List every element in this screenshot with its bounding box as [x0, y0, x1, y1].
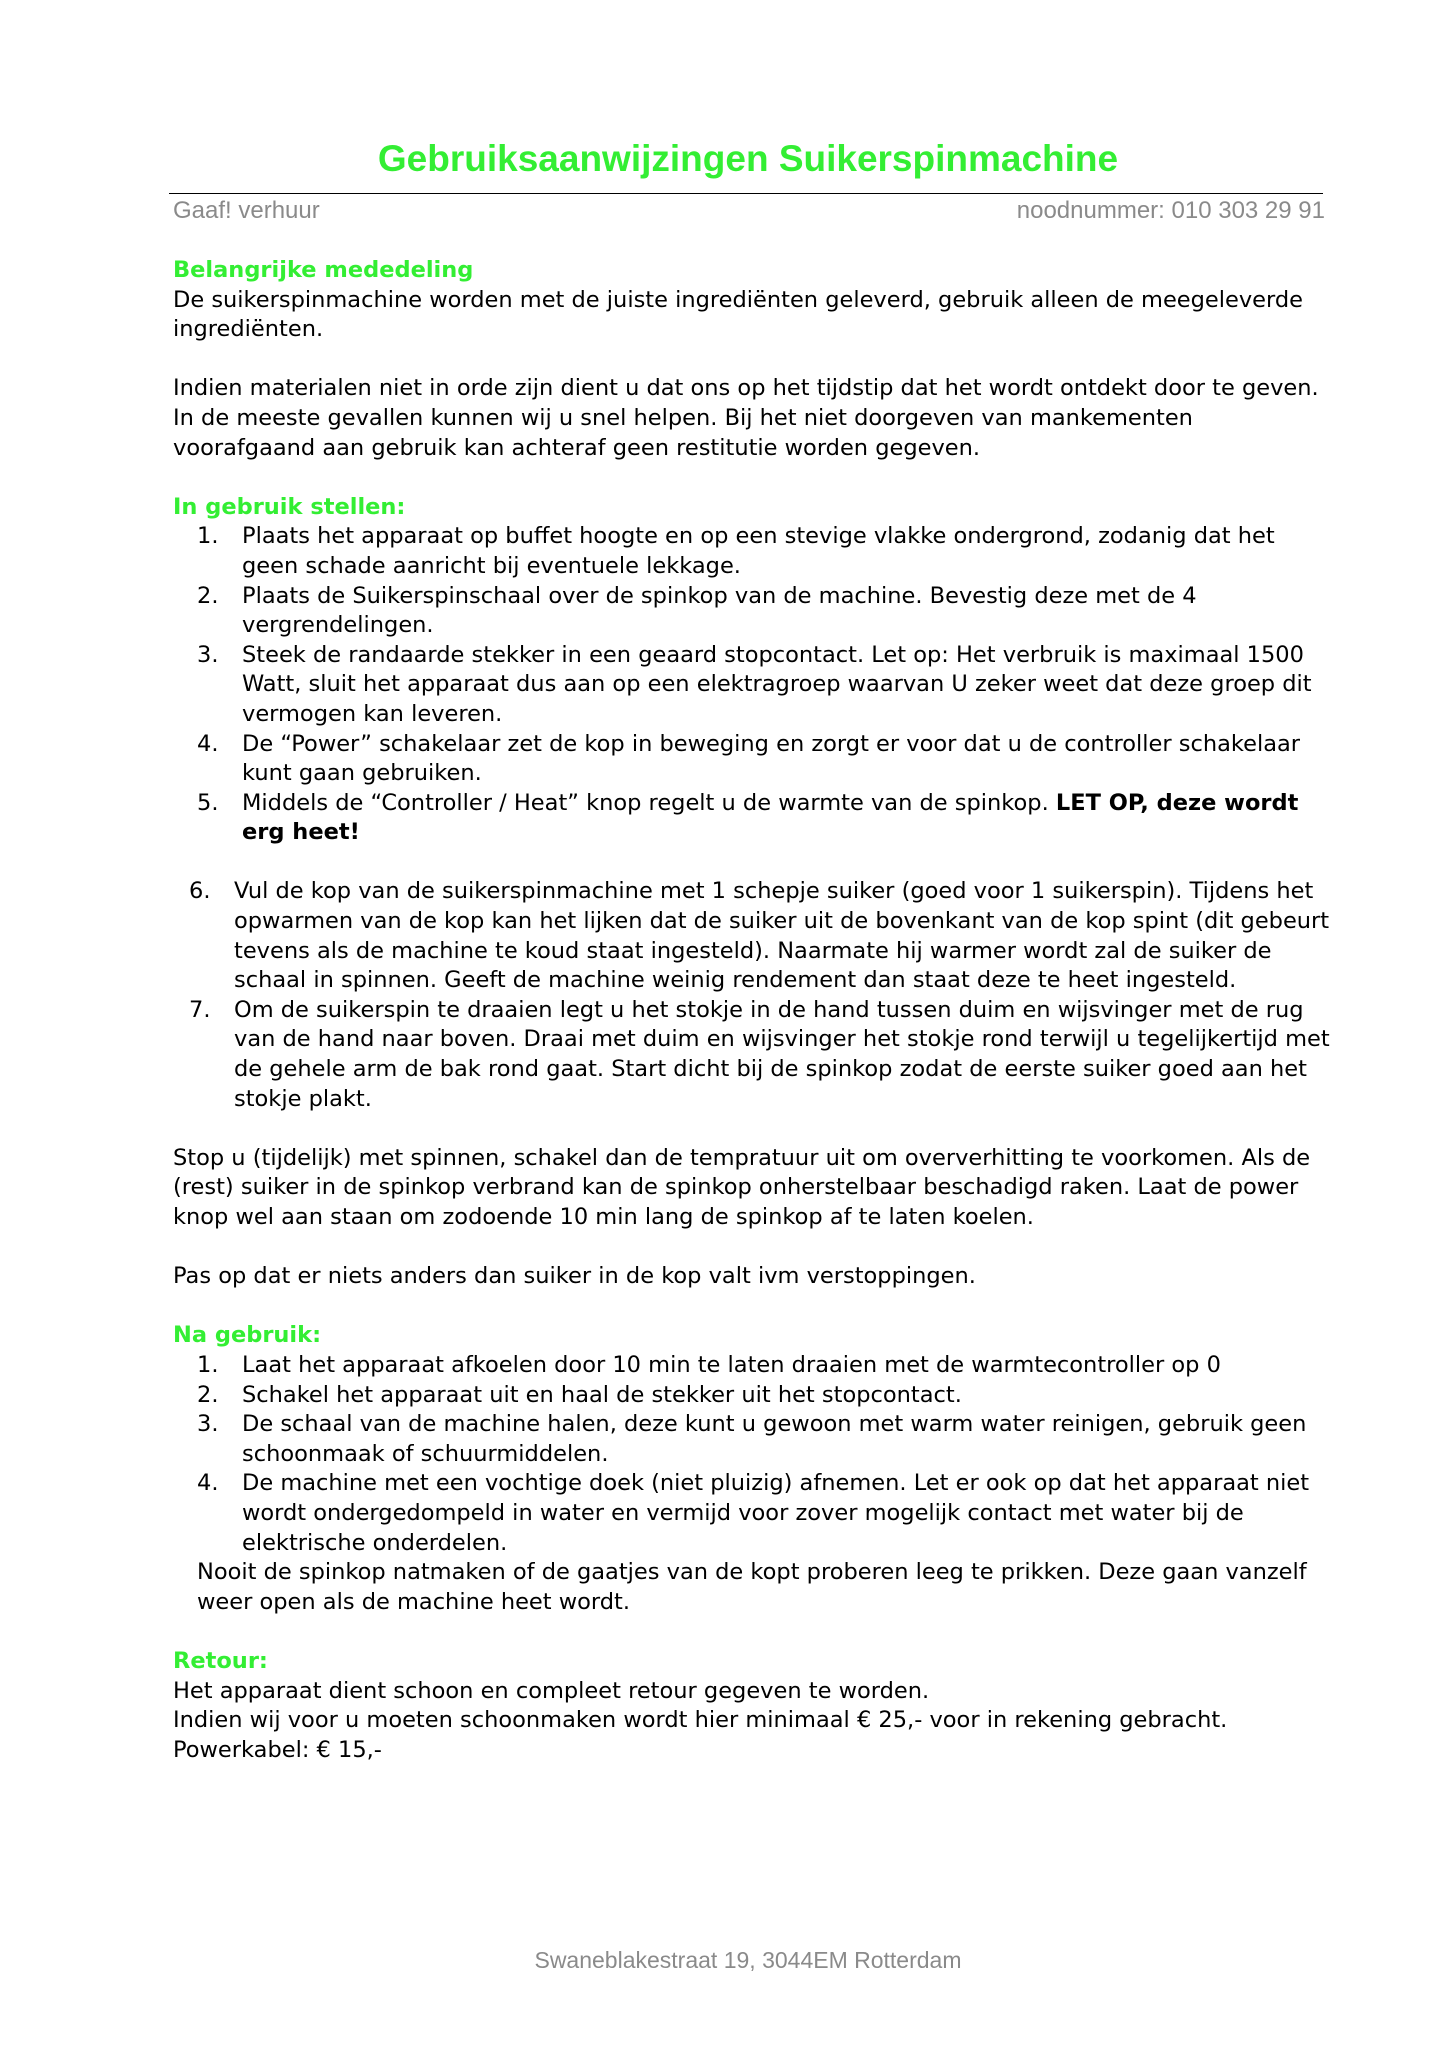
section-heading-after-use: Na gebruik:: [173, 1322, 322, 1349]
setup-list: [173, 522, 1333, 848]
after-use-list: [173, 1351, 1333, 1558]
after-use-note: Nooit de spinkop natmaken of de gaatjes van de kopt proberen leeg te prikken. Deze gaan vanzelf weer open als de machine heet wordt.: [197, 1559, 1307, 1615]
company-name: Gaaf! verhuur: [173, 197, 320, 224]
footer-address: Swaneblakestraat 19, 3044EM Rotterdam: [534, 1947, 962, 1973]
section-heading-notice: Belangrijke mededeling: [173, 257, 474, 283]
document-page: [173, 0, 1330, 2048]
caution-paragraph: Pas op dat er niets anders dan suiker in de kop valt ivm verstoppingen.: [173, 1263, 976, 1290]
document-body: [173, 256, 1333, 1765]
list-item: 2. Schakel het apparaat uit en haal de stekker uit het stopcontact.: [197, 1381, 962, 1408]
list-item: 3. Steek de randaarde stekker in een geaard stopcontact. Let op: Het verbruik is maximaal 1500 Watt, sluit het apparaat dus aan op een elektragroep waarvan U zeker weet dat deze groep dit vermogen kan leveren.: [197, 641, 1312, 727]
return-line-1: Het apparaat dient schoon en compleet retour gegeven te worden.: [173, 1677, 930, 1704]
list-item: 7. Om de suikerspin te draaien legt u het stokje in de hand tussen duim en wijsvinger met de rug van de hand naar boven. Draai met duim en wijsvinger het stokje rond terwijl u tegelijkertijd met de gehele arm de bak rond gaat. Start dicht bij de spinkop zodat de eerste suiker goed aan het stokje plakt.: [189, 996, 1330, 1112]
list-item: 2. Plaats de Suikerspinschaal over de spinkop van de machine. Bevestig deze met de 4 vergrendelingen.: [197, 582, 1197, 639]
page-title: Gebruiksaanwijzingen Suikerspinmachine: [377, 138, 1119, 179]
setup-list-continued: [173, 877, 1333, 1114]
list-item: 4. De machine met een vochtige doek (niet pluizig) afnemen. Let er ook op dat het apparaat niet wordt ondergedompeld in water en vermijd voor zover mogelijk contact met water bij de elektrische onderdelen.: [197, 1470, 1310, 1556]
notice-paragraph-1: De suikerspinmachine worden met de juiste ingrediënten geleverd, gebruik alleen de meegeleverde ingrediënten.: [173, 286, 1304, 343]
header-divider: [169, 193, 1323, 194]
list-item: 1. Laat het apparaat afkoelen door 10 min te laten draaien met de warmtecontroller op 0: [197, 1351, 1221, 1378]
return-line-3: Powerkabel: € 15,-: [173, 1736, 382, 1763]
section-heading-return: Retour:: [173, 1647, 268, 1674]
emergency-number: noodnummer: 010 303 29 91: [1016, 197, 1325, 224]
list-item: 5. Middels de “Controller / Heat” knop regelt u de warmte van de spinkop. LET OP, deze wordt erg heet!: [197, 789, 1299, 846]
return-line-2: Indien wij voor u moeten schoonmaken wordt hier minimaal € 25,- voor in rekening gebracht.: [173, 1707, 1228, 1734]
list-item: 3. De schaal van de machine halen, deze kunt u gewoon met warm water reinigen, gebruik geen schoonmaak of schuurmiddelen.: [197, 1411, 1307, 1467]
stop-paragraph: Stop u (tijdelijk) met spinnen, schakel dan de tempratuur uit om oververhitting te voorkomen. Als de (rest) suiker in de spinkop verbrand kan de spinkop onherstelbaar beschadigd raken. Laat de power knop wel aan staan om zodoende 10 min lang de spinkop af te laten koelen.: [173, 1144, 1311, 1230]
notice-paragraph-2: Indien materialen niet in orde zijn dient u dat ons op het tijdstip dat het wordt ontdekt door te geven. In de meeste gevallen kunnen wij u snel helpen. Bij het niet doorgeven van mankementen voorafgaand aan gebruik kan achteraf geen restitutie worden gegeven.: [173, 375, 1319, 461]
section-heading-setup: In gebruik stellen:: [173, 493, 406, 520]
list-item: 1. Plaats het apparaat op buffet hoogte en op een stevige vlakke ondergrond, zodanig dat het geen schade aanricht bij eventuele lekkage.: [197, 523, 1275, 579]
warning-text: LET OP, deze wordt erg heet!: [242, 789, 1299, 846]
list-item: 4. De “Power” schakelaar zet de kop in beweging en zorgt er voor dat u de controller schakelaar kunt gaan gebruiken.: [197, 730, 1301, 787]
list-item: 6. Vul de kop van de suikerspinmachine met 1 schepje suiker (goed voor 1 suikerspin). Tijdens het opwarmen van de kop kan het lijken dat de suiker uit de bovenkant van de kop spint (dit gebeurt tevens als de machine te koud staat ingesteld). Naarmate hij warmer wordt zal de suiker de schaal in spinnen. Geeft de machine weinig rendement dan staat deze te heet ingesteld.: [189, 878, 1330, 994]
